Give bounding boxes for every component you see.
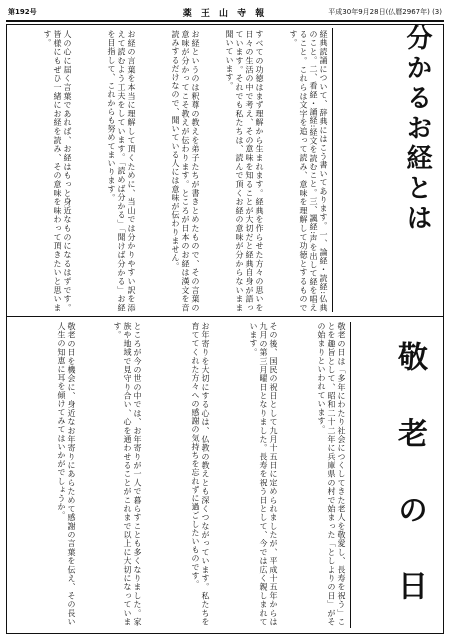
top-article-column-4: お経の言葉を本当に理解して頂くために、当山では分かりやすい訳を添えて読むよう工夫をしています。「読めば分かる」「聞けば分かる」お経を目指して、これからも努めてまいります。 [107, 30, 136, 312]
section-divider [6, 316, 444, 317]
column-divider [332, 28, 333, 312]
top-article-column-3: お経というのは釈尊の教えを弟子たちが書きとめたもので、その言葉の意味が分かってこそ教えが伝わります。ところが日本のお経は漢文を音読みするだけなので、聞いている人には意味が伝わりません。 [171, 30, 200, 312]
newsletter-title: 薬 王 山 寺 報 [182, 9, 268, 19]
header-rule [6, 20, 444, 22]
issue-number: 第192号 [8, 8, 37, 16]
bottom-article-column-5: 敬老の日を機会に、身近なお年寄りにあらためて感謝の言葉を伝え、その長い人生の知恵に耳を傾けてみてはいかがでしょうか。 [57, 322, 76, 626]
top-article-headline: 分かるお経とは [402, 24, 432, 234]
issue-date [328, 7, 442, 17]
page-header [6, 6, 444, 19]
top-article-column-1: 経典読誦について、辞典にはこう書いてあります。一、論経・読経:仏典のこと。二、看経・誦経:経文を読むこと。三、諷経:声を出して経を唱えること。これらは文字を追って読み、意味を理解して功徳とするものです。 [289, 30, 328, 312]
bottom-article-column-2: その後、国民の祝日として九月十五日に定められましたが、平成十五年からは九月の第三月曜日となりました。長寿を祝う日として、今では広く親しまれています。 [249, 322, 278, 626]
issue-date-text: 平成30年9月28日(仏暦2967年) [328, 8, 430, 16]
bottom-article-column-4: ところが今の世の中では、お年寄りが一人で暮らすことも多くなりました。家族や地域で見守り合い、心を通わせることがこれまで以上に大切になっています。 [113, 322, 142, 626]
top-article-column-2: すべての功徳はまず理解から生まれます。経典を作らせた方々の思いを日々の生活の中で考え、その意味を知ることが大切だと経典自身が語っています。それでも私たちは、読んで頂くお経の意味が分からないまま聞いています。 [225, 30, 264, 312]
page-number: (3) [432, 8, 442, 16]
top-article-column-5: 人の心に届く言葉であれば、お経はもっと身近なものになるはずです。皆様にもぜひ一緒にお経を読み、その意味を味わって頂きたいと思います。 [43, 30, 72, 312]
column-divider [350, 322, 351, 628]
bottom-article-column-3: お年寄りを大切にする心は、仏教の教えとも深くつながっています。私たちを育ててくれた方々への感謝の気持ちを忘れずに過ごしたいものです。 [191, 322, 210, 626]
bottom-article-column-1: 敬老の日は「多年にわたり社会につくしてきた老人を敬愛し、長寿を祝う」ことを趣旨として、昭和二十二年に兵庫県の村で始まった「としよりの日」がその始まりといわれています。 [317, 322, 346, 626]
bottom-article-headline: 敬 老 の 日 [392, 341, 427, 619]
